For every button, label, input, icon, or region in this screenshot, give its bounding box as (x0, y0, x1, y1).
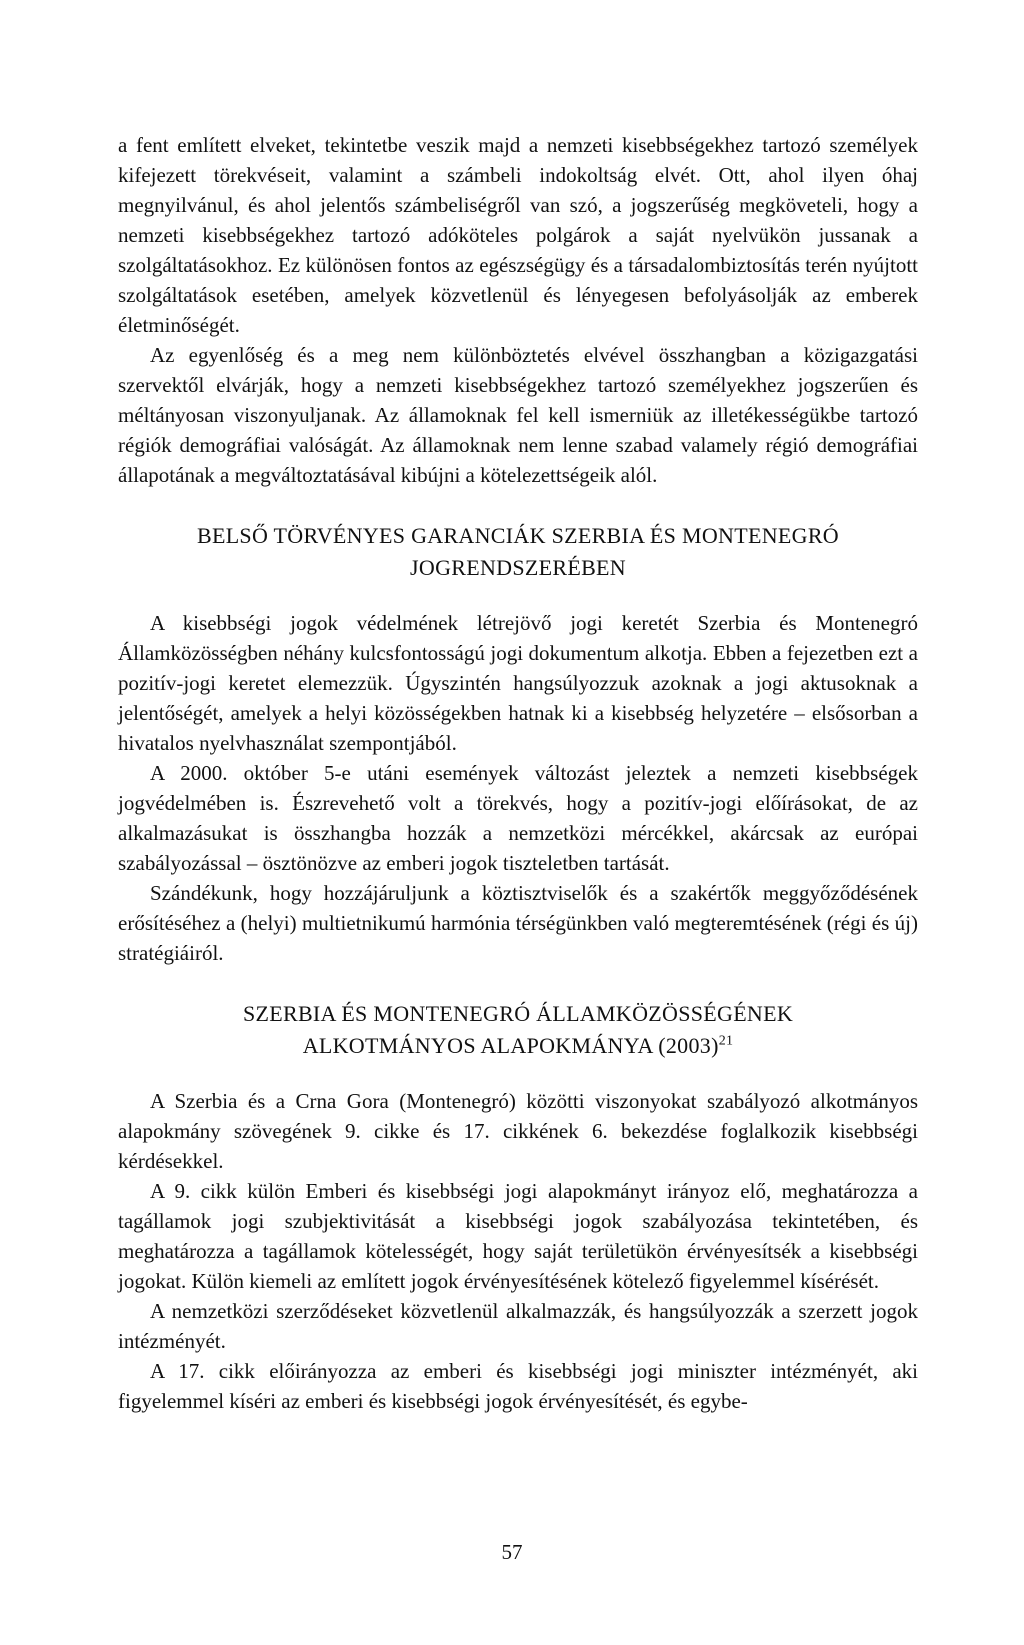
paragraph: A kisebbségi jogok védelmének létrejövő jogi keretét Szerbia és Montenegró Államközösségben néhány kulcsfontosságú jogi dokumentum alkotja. Ebben a fejezetben ezt a pozitív-jogi keretet elemezzük. Úgyszintén hangsúlyozzuk azoknak a jogi aktusoknak a jelentőségét, amelyek a helyi közösségekben hatnak ki a kisebbség helyzetére – elsősorban a hivatalos nyelvhasználat szempontjából. (118, 611, 918, 755)
paragraph: Az egyenlőség és a meg nem különböztetés elvével összhangban a közigazgatási szervektől elvárják, hogy a nemzeti kisebbségekhez tartozó személyekhez jogszerűen és méltányosan viszonyuljanak. Az államoknak fel kell ismerniük az illetékességükbe tartozó régiók demográfiai valóságát. Az államoknak nem lenne szabad valamely régió demográfiai állapotának a megváltoztatásával kibújni a kötelezettségeik alól. (118, 343, 918, 487)
heading-line: SZERBIA ÉS MONTENEGRÓ ÁLLAMKÖZÖSSÉGÉNEK (242, 1001, 794, 1026)
footnote-mark: 21 (718, 1033, 734, 1049)
heading-text: ALKOTMÁNYOS ALAPOKMÁNYA (2003) (302, 1033, 719, 1058)
section-heading (118, 520, 918, 584)
paragraph: A Szerbia és a Crna Gora (Montenegró) közötti viszonyokat szabályozó alkotmányos alapokmány szövegének 9. cikke és 17. cikkének 6. bekezdése foglalkozik kisebbségi kérdésekkel. (118, 1089, 918, 1173)
paragraph: a fent említett elveket, tekintetbe veszik majd a nemzeti kisebbségekhez tartozó személyek kifejezett törekvéseit, valamint a számbeli indokoltság elvét. Ott, ahol ilyen óhaj megnyilvánul, és ahol jelentős számbeliségről van szó, a jogszerűség megköveteli, hogy a nemzeti kisebbségekhez tartozó adóköteles polgárok a saját nyelvükön jussanak a szolgáltatásokhoz. Ez különösen fontos az egészségügy és a társadalombiztosítás terén nyújtott szolgáltatások esetében, amelyek közvetlenül és lényegesen befolyásolják az emberek életminőségét. (118, 133, 918, 337)
paragraph: A 17. cikk előirányozza az emberi és kisebbségi jogi miniszter intézményét, aki figyelemmel kíséri az emberi és kisebbségi jogok érvényesítését, és egybe- (118, 1359, 918, 1413)
heading-line: JOGRENDSZERÉBEN (410, 555, 626, 580)
paragraph: Szándékunk, hogy hozzájáruljunk a köztisztviselők és a szakértők meggyőződésének erősítéséhez a (helyi) multietnikumú harmónia térségünkben való megteremtésének (régi és új) stratégiáiról. (118, 881, 918, 965)
heading-line (118, 1030, 918, 1062)
section-heading (118, 998, 918, 1062)
heading-line: BELSŐ TÖRVÉNYES GARANCIÁK SZERBIA ÉS MONTENEGRÓ (196, 523, 839, 548)
paragraph: A 2000. október 5-e utáni események változást jeleztek a nemzeti kisebbségek jogvédelmében is. Észrevehető volt a törekvés, hogy a pozitív-jogi előírásokat, de az alkalmazásukat is összhangba hozzák a nemzetközi mércékkel, akárcsak az európai szabályozással – ösztönözve az emberi jogok tiszteletben tartását. (118, 761, 918, 875)
page-number: 57 (501, 1540, 523, 1564)
paragraph: A 9. cikk külön Emberi és kisebbségi jogi alapokmányt irányoz elő, meghatározza a tagállamok jogi szubjektivitását a kisebbségi jogok szabályozása tekintetében, és meghatározza a tagállamok kötelességét, hogy saját területükön érvényesítsék a kisebbségi jogokat. Külön kiemeli az említett jogok érvényesítésének kötelező figyelemmel kísérését. (118, 1179, 918, 1293)
paragraph: A nemzetközi szerződéseket közvetlenül alkalmazzák, és hangsúlyozzák a szerzett jogok intézményét. (118, 1299, 918, 1353)
page-body (118, 130, 918, 1416)
